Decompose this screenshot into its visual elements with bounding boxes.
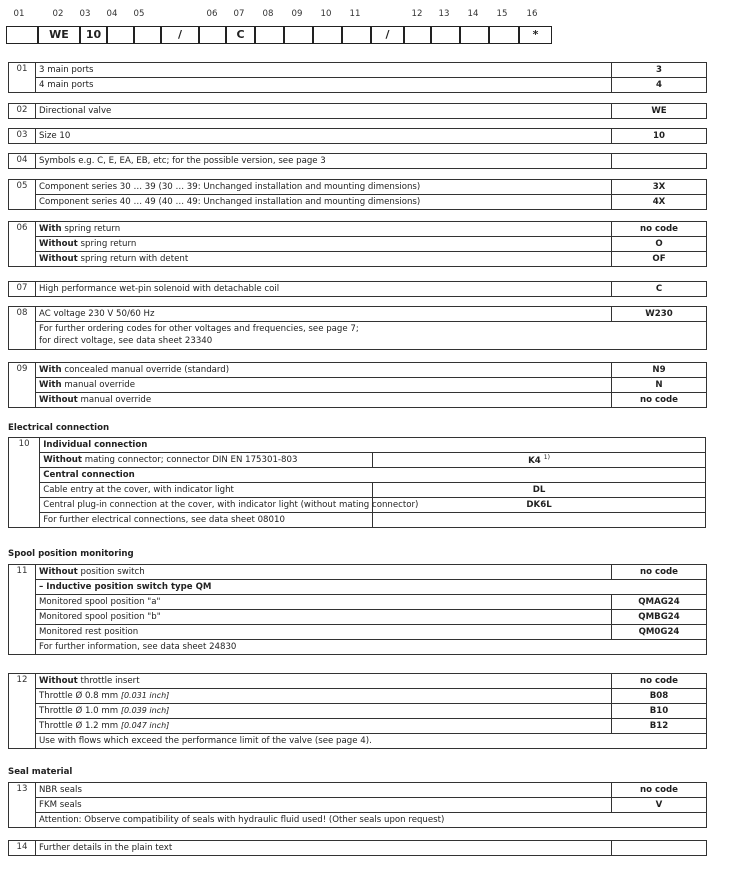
row-code: WE — [612, 104, 707, 119]
block-number: 12 — [9, 674, 36, 749]
bold-term: Without — [43, 455, 82, 465]
block-03-size — [8, 128, 707, 144]
row-note: Use with flows which exceed the performance limit of the valve (see page 4). — [36, 734, 707, 749]
section-title-spool: Spool position monitoring — [8, 549, 134, 559]
row-code — [373, 453, 706, 468]
type-code-box — [342, 26, 371, 44]
block-number: 11 — [9, 565, 36, 655]
bold-term: Without — [39, 567, 78, 577]
row-text: spring return — [61, 224, 121, 234]
type-code-box: 10 — [80, 26, 107, 44]
subheading: Individual connection — [40, 438, 706, 453]
bold-term: With — [39, 224, 62, 234]
block-07-solenoid — [8, 281, 707, 297]
block-number: 10 — [9, 438, 40, 528]
subheading: – Inductive position switch type QM — [36, 580, 707, 595]
row-code: C — [612, 282, 707, 297]
row-code — [373, 513, 706, 528]
type-code-box — [134, 26, 161, 44]
row-desc: Cable entry at the cover, with indicator light — [40, 483, 373, 498]
section-title-seal: Seal material — [8, 767, 73, 777]
type-code-box — [313, 26, 342, 44]
row-code: 4 — [612, 78, 707, 93]
row-desc: NBR seals — [36, 783, 612, 798]
row-code: QMBG24 — [612, 610, 707, 625]
type-code-box — [431, 26, 460, 44]
type-code-box: C — [226, 26, 255, 44]
block-number: 03 — [9, 129, 36, 144]
type-code-box — [404, 26, 431, 44]
row-text: mating connector; connector DIN EN 175301-803 — [81, 455, 298, 465]
type-code-box — [107, 26, 134, 44]
row-code: O — [612, 237, 707, 252]
row-desc: Directional valve — [36, 104, 612, 119]
position-number: 04 — [106, 9, 118, 19]
row-note: For further information, see data sheet 24830 — [36, 640, 707, 655]
bold-term: Without — [39, 254, 78, 264]
row-desc: For further electrical connections, see data sheet 08010 — [40, 513, 373, 528]
position-number: 07 — [233, 9, 245, 19]
position-number: 01 — [13, 9, 25, 19]
row-code: no code — [612, 674, 707, 689]
row-code: N — [612, 378, 707, 393]
block-number: 14 — [9, 841, 36, 856]
section-title-electrical: Electrical connection — [8, 423, 110, 433]
code-value: K4 — [528, 455, 541, 466]
row-code: OF — [612, 252, 707, 267]
type-code-box — [284, 26, 313, 44]
row-code: QM0G24 — [612, 625, 707, 640]
row-desc: Central plug-in connection at the cover, with indicator light (without mating connector) — [40, 498, 373, 513]
row-desc: Symbols e.g. C, E, EA, EB, etc; for the possible version, see page 3 — [36, 154, 612, 169]
row-code: 3X — [612, 180, 707, 195]
row-text: Throttle Ø 1.2 mm — [39, 721, 121, 731]
row-desc — [36, 252, 612, 267]
block-04-symbols — [8, 153, 707, 169]
position-number: 12 — [411, 9, 423, 19]
type-code-boxes — [6, 26, 566, 44]
row-desc — [36, 393, 612, 408]
row-code: no code — [612, 393, 707, 408]
type-code-box — [460, 26, 489, 44]
row-text: manual override — [77, 395, 152, 405]
row-desc: Component series 40 … 49 (40 … 49: Unchanged installation and mounting dimensions) — [36, 195, 612, 210]
row-desc — [40, 453, 373, 468]
row-desc — [36, 237, 612, 252]
bold-term: Without — [39, 395, 78, 405]
type-code-box: / — [161, 26, 199, 44]
row-desc — [36, 704, 612, 719]
type-code-box — [489, 26, 519, 44]
position-number: 16 — [526, 9, 538, 19]
position-number: 13 — [438, 9, 450, 19]
type-code-box — [199, 26, 226, 44]
row-code: DK6L — [373, 498, 706, 513]
row-text: throttle insert — [77, 676, 140, 686]
row-code: 10 — [612, 129, 707, 144]
row-desc — [36, 363, 612, 378]
row-text: spring return with detent — [77, 254, 189, 264]
row-desc — [36, 674, 612, 689]
row-text: spring return — [77, 239, 137, 249]
block-05-component-series — [8, 179, 707, 210]
block-01-main-ports — [8, 62, 707, 93]
type-code-box: * — [519, 26, 552, 44]
row-desc: Further details in the plain text — [36, 841, 612, 856]
block-number: 13 — [9, 783, 36, 828]
row-code: N9 — [612, 363, 707, 378]
position-number: 02 — [52, 9, 64, 19]
row-desc — [36, 378, 612, 393]
block-number: 04 — [9, 154, 36, 169]
block-14-plain-text — [8, 840, 707, 856]
bold-term: With — [39, 380, 62, 390]
row-code: B08 — [612, 689, 707, 704]
position-number: 05 — [133, 9, 145, 19]
row-text: position switch — [77, 567, 145, 577]
position-number: 14 — [467, 9, 479, 19]
note-line: For further ordering codes for other voltages and frequencies, see page 7; — [39, 324, 359, 334]
position-number: 15 — [496, 9, 508, 19]
row-desc — [36, 689, 612, 704]
block-10-electrical-connection — [8, 437, 706, 528]
row-text: Throttle Ø 0.8 mm — [39, 691, 121, 701]
row-code: no code — [612, 565, 707, 580]
position-number: 10 — [320, 9, 332, 19]
row-code — [612, 841, 707, 856]
footnote-mark: 1) — [543, 454, 550, 462]
block-12-throttle-insert — [8, 673, 707, 749]
row-code: 4X — [612, 195, 707, 210]
bold-term: With — [39, 365, 62, 375]
block-number: 06 — [9, 222, 36, 267]
row-code: DL — [373, 483, 706, 498]
block-number: 02 — [9, 104, 36, 119]
block-number: 01 — [9, 63, 36, 93]
row-desc: Component series 30 … 39 (30 … 39: Unchanged installation and mounting dimensions) — [36, 180, 612, 195]
row-code: V — [612, 798, 707, 813]
position-number: 08 — [262, 9, 274, 19]
type-code-box — [6, 26, 38, 44]
block-08-voltage — [8, 306, 707, 350]
row-note — [36, 322, 707, 350]
row-desc: High performance wet-pin solenoid with detachable coil — [36, 282, 612, 297]
row-desc — [36, 565, 612, 580]
type-code-box: WE — [38, 26, 80, 44]
position-number: 03 — [79, 9, 91, 19]
row-code: no code — [612, 222, 707, 237]
block-06-spring-return — [8, 221, 707, 267]
row-note: Attention: Observe compatibility of seals with hydraulic fluid used! (Other seals upon request) — [36, 813, 707, 828]
row-desc: 4 main ports — [36, 78, 612, 93]
type-code-header — [6, 9, 566, 41]
inch-value: [0.047 inch] — [120, 721, 170, 730]
row-text: concealed manual override (standard) — [61, 365, 230, 375]
row-code: B12 — [612, 719, 707, 734]
type-code-box — [255, 26, 284, 44]
row-code: W230 — [612, 307, 707, 322]
row-text: manual override — [61, 380, 135, 390]
block-11-position-switch — [8, 564, 707, 655]
row-code: 3 — [612, 63, 707, 78]
type-code-box: / — [371, 26, 404, 44]
row-desc — [36, 719, 612, 734]
block-number: 05 — [9, 180, 36, 210]
block-number: 09 — [9, 363, 36, 408]
row-desc: FKM seals — [36, 798, 612, 813]
block-number: 08 — [9, 307, 36, 350]
block-13-seal-material — [8, 782, 707, 828]
row-desc: Monitored spool position "b" — [36, 610, 612, 625]
position-number: 09 — [291, 9, 303, 19]
bold-term: Without — [39, 676, 78, 686]
subheading: Central connection — [40, 468, 706, 483]
row-desc: Monitored rest position — [36, 625, 612, 640]
block-09-manual-override — [8, 362, 707, 408]
row-code: QMAG24 — [612, 595, 707, 610]
inch-value: [0.031 inch] — [120, 691, 170, 700]
row-desc — [36, 222, 612, 237]
row-desc: AC voltage 230 V 50/60 Hz — [36, 307, 612, 322]
row-code: B10 — [612, 704, 707, 719]
block-02-directional-valve — [8, 103, 707, 119]
row-code: no code — [612, 783, 707, 798]
note-line: for direct voltage, see data sheet 23340 — [39, 336, 213, 346]
type-code-position-numbers — [6, 9, 566, 21]
row-text: Throttle Ø 1.0 mm — [39, 706, 121, 716]
inch-value: [0.039 inch] — [120, 706, 170, 715]
position-number: 11 — [349, 9, 361, 19]
row-code — [612, 154, 707, 169]
bold-term: Without — [39, 239, 78, 249]
row-desc: Size 10 — [36, 129, 612, 144]
block-number: 07 — [9, 282, 36, 297]
row-desc: Monitored spool position "a" — [36, 595, 612, 610]
position-number: 06 — [206, 9, 218, 19]
row-desc: 3 main ports — [36, 63, 612, 78]
